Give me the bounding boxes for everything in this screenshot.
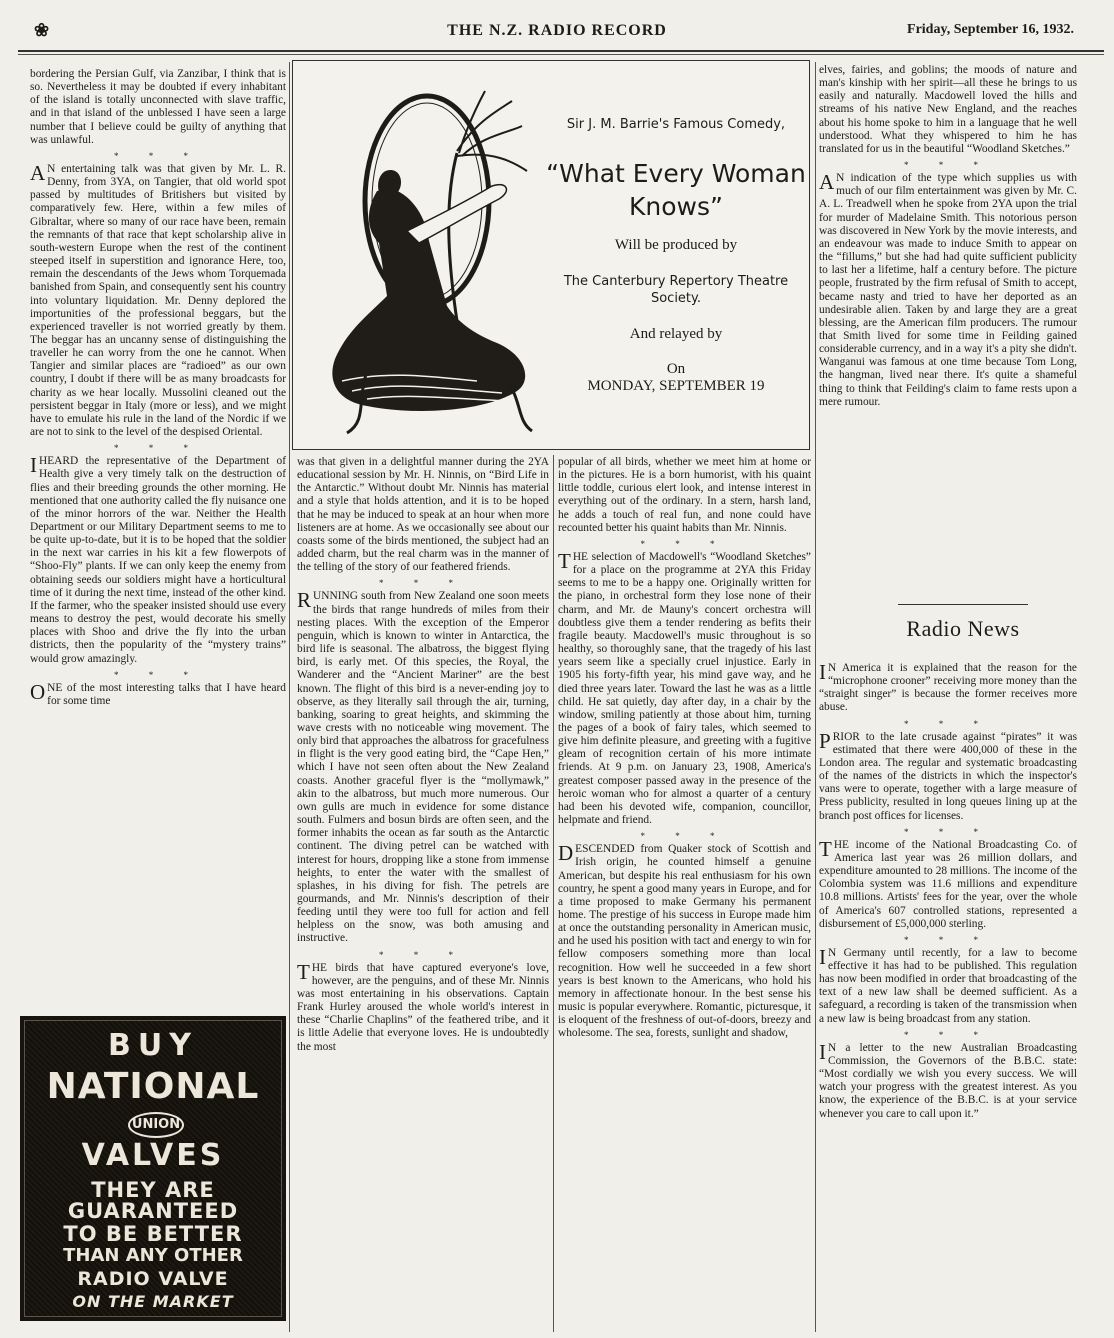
col1-paragraph-4 [30, 679, 286, 708]
play-ad-on: On [666, 361, 686, 377]
section-stars: * * * [114, 669, 202, 680]
radio-news-item-2-text: RIOR to the late crusade against “pirates” it was estimated that there were 400,000 of these in the London area. The regular and systematic broadcasting of the names of the districts in which the inspector's vans were to operate, together with a large measure of Press publicity, resulted in long queues lining up at the branch post offices for licenses. [819, 730, 1077, 822]
col2-paragraph-3-text: HE birds that have captured everyone's love, however, are the penguins, and of these Mr. Ninnis was most entertaining in his observations. Captain Frank Hurley aroused the whole world's interest in these “Charlie Chaplins” of the feathered tribe, and it is little Adelie that everyone loves. He is undoubtedly the most [297, 961, 549, 1053]
radio-news-item-4-text: N Germany until recently, for a law to become effective it has had to be published. This regulation has now been modified in order that broadcasting of the text of a new law shall be deemed sufficient. As a safeguard, a recording is taken of the transmission when a new law is being broadcast from any station. [819, 946, 1077, 1025]
column-4-top [819, 64, 1077, 413]
col3-paragraph-2-text: HE selection of Macdowell's “Woodland Sketches” for a place on the programme at 2YA this Friday seems to me to be a happy one. Originally written for the piano, in orchestral form they lose none of their charm, and Mr. de Mauny's concert orchestra will doubtless give them a tender rendering as befits their fragile beauty. Macdowell's music throughout is so healthy, so thoroughly sane, that the tragedy of his last years seem like a specially cruel injustice. Early in 1905 his forty-fifth year, his mind gave way, and he died three years later. Toward the last he was as a little child. He sat quietly, day after day, in a chair by the window, smiling patiently at those about him, turning the pages of a book of fairy tales, which seemed to give him definite pleasure, and greeting with a fugitive gleam of recognition certain of his more intimate friends. At 9 p.m. on January 23, 1908, America's greatest composer passed away in the presence of the heroic woman who for almost a quarter of a century had been his devoted wife, companion, councillor, helpmate and friend. [558, 550, 811, 827]
section-stars: * * * [640, 538, 729, 549]
column-1 [30, 68, 286, 712]
valve-ad-buy: BUY [108, 1028, 198, 1063]
section-stars: * * * [904, 160, 992, 171]
column-3 [558, 456, 811, 1045]
valve-ad-line: GUARANTEED [67, 1199, 239, 1223]
drop-cap: D [558, 841, 574, 866]
radio-news-item-3 [819, 836, 1077, 931]
header-rule [18, 50, 1104, 52]
publication-title: THE N.Z. RADIO RECORD [447, 22, 667, 39]
col2-paragraph-1: was that given in a delightful manner during the 2YA educational session by Mr. H. Ninnis, on “Bird Life in the Antarctic.” Without doubt Mr. Ninnis has material and a style that holds attention, and it is to be hoped that he may be induced to speak at an hour when more listeners are at home. As we occasionally see about our coasts some of the birds mentioned, the subject had an added charm, but the real charm was in the manner of the telling of the story of our feathered friends. [297, 456, 549, 574]
valve-ad-brand: NATIONAL [46, 1066, 260, 1107]
valve-ad-line: RADIO VALVE [77, 1268, 229, 1290]
radio-news-heading: Radio News [906, 616, 1020, 641]
col4-paragraph-2-text: N indication of the type which supplies us with much of our film entertainment was given by Mr. C. A. L. Treadwell when he spoke from 2YA upon the trial for murder of Madelaine Smith. This notorious person was discovered in New York by the movie interests, and an endeavour was made to induce Smith to appear on the “fillums,” but she had had quite sufficient publicity to last her a lifetime, half a century before. The picture people, frustrated by the firm refusal of Smith to accept, became nasty and tried to have her deported as an undesirable alien. Taken by and large they are a great blessing, are the American film producers. The rumour that Smith lived for some time in Feilding gained considerable currency, and in a way it's a pity she didn't. Wanganui was famous at one time because Tom Long, the hangman, lived near there. It's quite a shameful thing to think that Feilding's claim to fame rests upon a mere rumour. [819, 172, 1077, 408]
col2-paragraph-3 [297, 959, 549, 1054]
drop-cap: A [819, 170, 835, 195]
drop-cap: P [819, 728, 831, 753]
section-stars: * * * [904, 826, 992, 837]
drop-cap: I [30, 453, 37, 478]
radio-news-item-5-text: N a letter to the new Australian Broadcasting Commission, the Governors of the B.B.C. state: “Most cordially we wish you every success. We will watch your progress with the greatest interest. As you know, the experience of the B.B.C. is at your service whenever you care to call upon it.” [819, 1041, 1077, 1120]
play-ad-society: The Canterbury Repertory Theatre Society. [563, 274, 789, 306]
radio-news-item-1-text: N America it is explained that the reason for the “microphone crooner” receiving more money than the “straight singer” is because the former receives more abuse. [819, 662, 1077, 714]
col1-paragraph-2 [30, 160, 286, 439]
play-advertisement [292, 60, 810, 450]
radio-news-rule [898, 604, 1028, 605]
col3-paragraph-3 [558, 843, 811, 1040]
valve-ad-line: THAN ANY OTHER [63, 1245, 243, 1266]
play-ad-author: Sir J. M. Barrie's Famous Comedy, [566, 117, 786, 132]
valve-ad-line: THEY ARE [91, 1178, 215, 1202]
play-ad-day: MONDAY, SEPTEMBER 19 [587, 378, 765, 394]
masthead [0, 14, 1114, 54]
section-stars: * * * [114, 150, 202, 161]
col3-paragraph-2 [558, 548, 811, 827]
radio-news-item-2 [819, 728, 1077, 823]
col2-paragraph-2-text: UNNING south from New Zealand one soon meets the birds that range hundreds of miles from their nesting places. With the exception of the Emperor penguin, which is known to winter in Antarctica, the bird life is seasonal. The albatross, the biggest flying bird, is early met. Of this species, the Royal, the Wanderer and the “Ancient Mariner” are the best known. The flight of this bird is a never-ending joy to observe, as they literally sail through the air, turning, banking, soaring to great heights, and skimming the wave crests with no noticeable wing movement. The only bird that approaches the albatross for gracefulness in flight is the very good eating bird, the “Cape Hen,” which I have not seen often about the New Zealand coasts. Another graceful flyer is the “mollymawk,” akin to the albatross, but much more numerous. Our own gulls are much in evidence for some distance south. Fulmers and bosun birds are often seen, and the former inhabits the ocean as far south as the Antarctic continent. The diving petrel can be watched with interest for hours, dropping like a stone from immense heights, to enter the water with the smallest of splashes, in his diving for fish. The petrels are gourmands, and Mr. Ninnis's description of their feeding until they were too full for action and fell helpless on the snow, was both amusing and instructive. [297, 590, 549, 945]
header-rule-thin [18, 54, 1104, 55]
valve-advertisement [20, 1016, 286, 1321]
col1-paragraph-3-text: HEARD the representative of the Department of Health give a very timely talk on the destruction of flies and their breeding grounds the other morning. He mentioned that one authority called the fly nuisance one of the minor horrors of the war. Neither the Health Department or our Military Department seems to me to be quite up-to-date, but it is to be hoped that the soldier in the next war carries in his kit a few flowerpots of “Shoo-Fly” plants. If we can only keep the enemy from obtaining seeds our soldiers might have a horticultural time of it during the next time, instead of the other kind. If the farmer, who the speaker insisted should use every means to destroy the pest, would decorate his smelly places with Shoo and drive the fly into the urban districts, then the popularity of the “mystery trains” would grow amazingly. [30, 455, 286, 665]
drop-cap: I [819, 1039, 826, 1064]
column-2 [297, 456, 549, 1058]
play-ad-title: “What Every Woman Knows” [546, 159, 806, 221]
drop-cap: R [297, 588, 312, 613]
page-corner-mark: ❀ [34, 20, 50, 41]
col1-paragraph-1: bordering the Persian Gulf, via Zanzibar, I think that is so. Nevertheless it may be doubted if every inhabitant of the island is totally unconnected with slave traffic, and in that island of the unblessed I have seen a large number that I believe could be guilty of anything that was unlawful. [30, 68, 286, 146]
play-ad-relayed: And relayed by [629, 326, 723, 342]
drop-cap: T [558, 548, 571, 573]
col3-paragraph-1: popular of all birds, whether we meet him at home or in the pictures. He is a born humorist, with his quaint little toddle, curious elert look, and intense interest in everything out of the ordinary. In a stern, harsh land, he adds a touch of real fun, and none could have recounted better his quaint habits than Mr. Ninnis. [558, 456, 811, 534]
valve-ad-line: ON THE MARKET [72, 1292, 234, 1311]
section-stars: * * * [114, 443, 202, 454]
valve-ad-line: TO BE BETTER [63, 1222, 243, 1246]
woman-mirror-illustration [307, 81, 537, 441]
radio-news-item-4 [819, 944, 1077, 1026]
drop-cap: T [819, 836, 832, 861]
play-ad-date [545, 361, 807, 395]
radio-news-item-1 [819, 662, 1077, 715]
column-divider [289, 62, 290, 1332]
column-divider [553, 455, 554, 1332]
col1-paragraph-4-text: NE of the most interesting talks that I have heard for some time [47, 681, 286, 707]
radio-news-item-5 [819, 1039, 1077, 1121]
issue-date: Friday, September 16, 1932. [907, 22, 1074, 37]
radio-news-item-3-text: HE income of the National Broadcasting Co. of America last year was 26 million dollars, and expenditure amounted to 28 millions. The income of the Colombia system was 11.6 millions and expenditure 10.8 millions. Artists' fees for the year, over the whole of America's 607 controlled stations, represented a disbursement of £5,000,000 sterling. [819, 838, 1077, 930]
col4-paragraph-1: elves, fairies, and goblins; the moods of nature and man's kinship with her spirit—all these he brings to us easily and naturally. Macdowell loved the hills and streams of his native New England, and the reaches about his home spoke to him in a language that he well understood. What they whispered to him he has translated for us in the beautiful “Woodland Sketches.” [819, 64, 1077, 155]
col3-paragraph-3-text: ESCENDED from Quaker stock of Scottish and Irish origin, he counted himself a genuine American, but despite his real enthusiasm for his own country, he spent a good many years in Europe, and for a time proposed to make Germany his permanent home. The prestige of his success in Europe made him at once the outstanding personality in American music, and he used his position with tact and energy to win for fellow composers something more than local recognition. How well he succeeded in a few short years is best known to the Americans, who hold his memory in affectionate honour. In the best sense his music is popular everywhere. Romantic, picturesque, it is eloquent of the freshness of out-of-doors, breezy and wholesome. The sea, forests, sunlight and shadow, [558, 843, 811, 1040]
valve-ad-valves: VALVES [81, 1138, 225, 1173]
drop-cap: O [30, 679, 46, 704]
drop-cap: I [819, 660, 826, 684]
section-stars: * * * [379, 578, 467, 589]
drop-cap: A [30, 160, 46, 185]
column-divider [815, 62, 816, 1332]
col1-paragraph-3 [30, 455, 286, 666]
section-stars: * * * [904, 1029, 992, 1040]
radio-news-column [819, 662, 1077, 1125]
union-badge: UNION [128, 1112, 184, 1138]
section-stars: * * * [379, 949, 467, 960]
drop-cap: I [819, 944, 826, 969]
play-ad-produced: Will be produced by [614, 237, 738, 253]
section-stars: * * * [904, 934, 992, 945]
section-stars: * * * [904, 718, 992, 729]
drop-cap: T [297, 959, 310, 984]
section-stars: * * * [640, 831, 729, 842]
col4-paragraph-2 [819, 172, 1077, 409]
col2-paragraph-2 [297, 590, 549, 945]
col1-paragraph-2-text: N entertaining talk was that given by Mr. L. R. Denny, from 3YA, on Tangier, that old world spot passed by multitudes of Britishers but visited by comparatively few. Here, within a few miles of Gibraltar, where so many of our race have been, remain the remnants of that race that kept scholarship alive in south-western Europe when the rest of the continent steeped itself in superstition and ignorance Here, too, remain the descendants of the Jews whom Torquemada banished from Spain, and consequently sent his country into voluntary liquidation. Mr. Denny deplored the importunities of the professional beggars, but the experienced traveller is not worried greatly by them. The beggar has an uncanny sense of distinguishing the traveller he can worry from the one he cannot. When Tangier and similar places are “radioed” as our own country, I doubt if there will be as many broadcasts for charity as we hear locally. Mussolini cleaned out the persistent beggar in Italy (more or less), and we might have to emulate his rule in the land of the Nordic if we are not to sink to the level of the despised Oriental. [30, 162, 286, 439]
